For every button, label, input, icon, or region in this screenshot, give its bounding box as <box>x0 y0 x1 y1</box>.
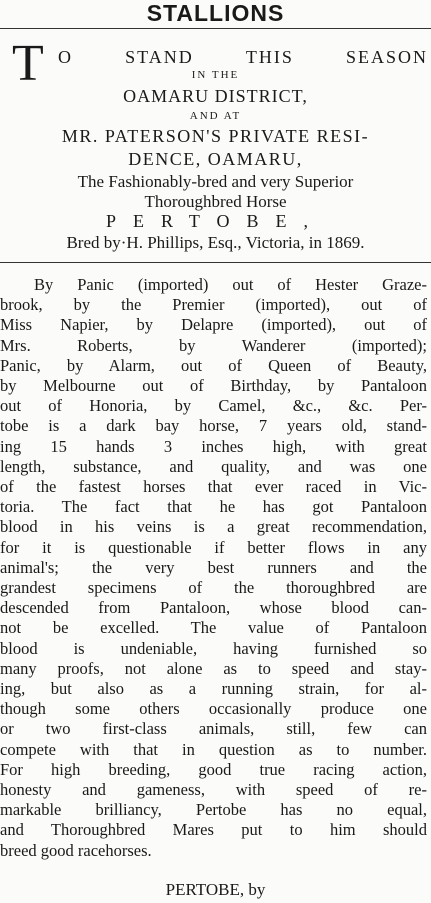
bred-by-line: Bred by·H. Phillips, Esq., Victoria, in 1869. <box>66 233 365 252</box>
word-this: THIS <box>245 47 294 67</box>
word-stand: STAND <box>125 47 194 67</box>
residence-line-2: DENCE, OAMARU, <box>128 149 303 169</box>
body-line: ing 15 hands 3 inches high, with great <box>0 436 427 456</box>
body-line: grandest specimens of the thoroughbred are <box>0 578 427 597</box>
body-line: markable brilliancy, Pertobe has no equal, <box>0 800 427 820</box>
section-heading: STALLIONS <box>146 0 285 26</box>
body-line: and Thoroughbred Mares put to him should <box>0 820 427 840</box>
body-line: though some others occasionally produce one <box>0 699 427 719</box>
body-line: animal's; the very best runners and the <box>0 557 427 577</box>
body-line: length, substance, and quality, and was one <box>0 456 427 476</box>
body-line: for it is questionable if better flows in any <box>0 537 427 557</box>
middle-rule <box>0 262 431 263</box>
body-line: of the fastest horses that ever raced in Vic- <box>0 477 427 496</box>
body-line: breed good racehorses. <box>0 840 152 860</box>
horse-name: PERTOBE, <box>105 211 326 231</box>
body-line: compete with that in question as to number. <box>0 739 427 759</box>
district-line: OAMARU DISTRICT, <box>123 86 308 106</box>
body-line: by Melbourne out of Birthday, by Pantaloon <box>0 376 427 395</box>
body-line: For high breeding, good true racing action, <box>0 759 427 779</box>
description-line-1: The Fashionably-bred and very Superior <box>77 172 354 191</box>
footer-line: PERTOBE, by <box>165 880 266 899</box>
body-line: out of Honoria, by Camel, &c., &c. Per- <box>0 396 427 416</box>
body-line: blood is undeniable, having furnished so <box>0 638 427 658</box>
body-line: tobe is a dark bay horse, 7 years old, stand- <box>0 416 427 436</box>
body-line: Panic, by Alarm, out of Queen of Beauty, <box>0 355 427 375</box>
and-at-line: AND AT <box>189 110 242 122</box>
body-line: brook, by the Premier (imported), out of <box>0 295 427 315</box>
body-line: not be excelled. The value of Pantaloon <box>0 618 427 638</box>
announcement-first-line <box>58 46 428 68</box>
body-line: honesty and gameness, with speed of re- <box>0 780 427 799</box>
body-line: or two first-class animals, still, few can <box>0 719 427 739</box>
body-line: Miss Napier, by Delapre (imported), out of <box>0 315 427 335</box>
body-line: ing, but also as a running strain, for al- <box>0 679 427 698</box>
body-line: By Panic (imported) out of Hester Graze- <box>34 275 427 294</box>
residence-line-1: MR. PATERSON'S PRIVATE RESI- <box>61 126 370 146</box>
in-the-line: IN THE <box>191 69 240 81</box>
word-season: SEASON <box>345 47 428 67</box>
top-rule <box>0 28 431 29</box>
body-line: descended from Pantaloon, whose blood can- <box>0 598 427 618</box>
body-line: blood in his veins is a great recommendation, <box>0 517 427 537</box>
body-line: many proofs, not alone as to speed and stay- <box>0 658 427 678</box>
body-line: Mrs. Roberts, by Wanderer (imported); <box>0 335 427 355</box>
word-o: O <box>58 47 73 67</box>
body-line: toria. The fact that he has got Pantaloon <box>0 497 427 517</box>
description-line-2: Thoroughbred Horse <box>144 192 287 211</box>
drop-cap: T <box>12 35 44 92</box>
